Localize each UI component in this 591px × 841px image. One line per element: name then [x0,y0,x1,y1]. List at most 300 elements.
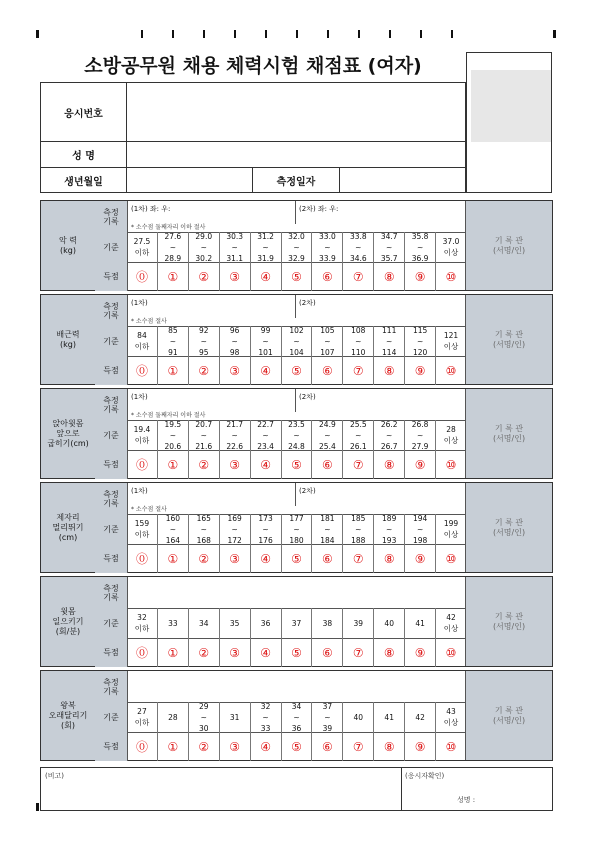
score-value: ③ [229,457,241,472]
recorder-sign-cell[interactable]: 기 록 관 (서명/인) [465,483,552,572]
standard-cell [436,232,466,262]
standard-cell [436,420,466,450]
score-option[interactable] [127,638,158,667]
score-option[interactable] [436,732,466,761]
standard-cell [189,702,220,732]
measure-date-label: 측정일자 [252,168,340,192]
score-option[interactable] [343,638,374,667]
score-option[interactable] [158,544,189,573]
score-option[interactable] [251,356,282,385]
standard-cell [374,232,405,262]
score-option[interactable] [189,544,220,573]
record-row [95,201,466,233]
record-label: 측정 기록 [95,201,128,232]
standard-value: 99 [260,325,271,335]
standard-value: 164 [165,535,181,545]
standard-value: 24.8 [288,441,305,451]
standard-value: 29.0 [195,231,213,241]
standard-row [95,514,466,545]
score-option[interactable] [220,544,251,573]
standard-value: 30.3 [226,231,244,241]
standard-cell [220,608,251,638]
standard-value: 25.5 [349,419,367,429]
score-option[interactable] [251,450,282,479]
score-option[interactable] [405,262,436,291]
standard-cell [251,326,282,356]
standard-value: 32 [260,701,271,711]
standard-cell [220,232,251,262]
score-label: 득점 [95,544,128,573]
standard-value: 29 [198,701,209,711]
standard-value: 37 [322,701,333,711]
standard-label: 기준 [95,232,128,262]
standard-value: 30.2 [195,253,213,263]
standard-value: 이상 [443,624,459,633]
standard-value: 181 [320,513,335,523]
record-label: 측정 기록 [95,577,128,608]
standard-cell [436,608,466,638]
score-option[interactable] [251,732,282,761]
second-attempt-label: (2차) [299,487,316,495]
recorder-sign-cell[interactable]: 기 록 관 (서명/인) [465,295,552,384]
record-row [95,389,466,421]
score-label: 득점 [95,450,128,479]
record-input-area[interactable] [127,389,466,420]
exam-number-label: 응시번호 [41,83,127,141]
page-title: 소방공무원 채용 체력시험 채점표 (여자) [84,55,422,77]
score-option[interactable] [312,356,343,385]
birth-label: 생년월일 [41,168,127,192]
score-value: ⑦ [352,269,364,284]
score-option[interactable] [251,638,282,667]
standard-value: 이상 [443,248,459,257]
score-option[interactable] [312,544,343,573]
score-option[interactable] [374,544,405,573]
standard-cell [282,326,313,356]
standard-value: 198 [412,535,428,545]
recorder-sign-cell[interactable]: 기 록 관 (서명/인) [465,201,552,290]
score-value: ② [198,363,210,378]
section-1 [40,294,553,385]
first-attempt-label: (1차) [131,299,148,307]
first-attempt-label: (1차) [131,487,148,495]
standard-value: 108 [351,325,366,335]
score-option[interactable] [436,450,466,479]
standard-value: 23.4 [257,441,274,451]
standard-value: ~ [200,242,207,252]
score-value: ⑦ [352,457,364,472]
standard-value: 34.6 [349,253,367,263]
standard-cell [189,326,220,356]
standard-value: ~ [355,242,362,252]
standard-cell [189,420,220,450]
score-option[interactable] [374,262,405,291]
score-row [95,544,466,573]
score-option[interactable] [189,356,220,385]
standard-value: 31 [229,712,240,722]
standard-value: 120 [412,347,428,357]
score-value: ① [167,363,179,378]
score-value: ⑧ [383,739,395,754]
score-option[interactable] [189,450,220,479]
standard-label: 기준 [95,514,128,544]
standard-cell [343,702,374,732]
score-option[interactable] [374,732,405,761]
score-value: ⑤ [291,457,302,472]
score-option[interactable] [405,544,436,573]
standard-cell [405,326,436,356]
standard-value: 39 [353,618,364,628]
standard-value: ~ [324,336,331,346]
score-option[interactable] [127,262,158,291]
record-input-area[interactable] [127,201,466,232]
score-option[interactable] [220,450,251,479]
name-label: 성 명 [41,142,127,167]
standard-cell [189,232,220,262]
standard-value: ~ [324,242,331,252]
standard-value: 이하 [134,624,150,633]
standard-cell [282,232,313,262]
standard-value: 31.1 [226,253,244,263]
standard-value: 27.6 [164,231,182,241]
record-input-area[interactable] [127,295,466,326]
standard-value: 84 [137,331,147,340]
score-value: ① [167,645,179,660]
standard-value: 26.8 [411,419,429,429]
standard-cell [436,326,466,356]
score-option[interactable] [343,356,374,385]
standard-cell [127,232,158,262]
section-5 [40,670,553,761]
section-title: 앉아윗몸 앞으로 굽히기(cm) [41,389,96,478]
standard-value: 98 [229,347,240,357]
standard-value: ~ [200,336,207,346]
score-value: ⑧ [383,457,395,472]
score-option[interactable] [405,638,436,667]
attempt-divider [295,483,296,506]
standard-cell [343,514,374,544]
score-option[interactable] [282,638,313,667]
standard-value: 105 [320,325,335,335]
standard-cell [282,608,313,638]
score-option[interactable] [343,732,374,761]
standard-label: 기준 [95,702,128,732]
standard-value: 이하 [134,248,150,257]
record-input-area[interactable] [127,483,466,514]
confirm-label: (응시자확인) [405,772,445,780]
score-option[interactable] [189,262,220,291]
score-value: ③ [229,551,241,566]
section-title: 악 력 (kg) [41,201,96,290]
standard-cell [220,702,251,732]
standard-value: ~ [416,524,424,534]
score-value: ④ [260,269,271,284]
record-input-area[interactable] [127,577,466,608]
score-option[interactable] [282,732,313,761]
score-value: ⑧ [383,645,395,660]
score-row [95,638,466,667]
standard-cell [405,514,436,544]
second-attempt-label: (2차) [299,299,316,307]
standard-value: 33.0 [319,231,336,241]
score-value: ⑩ [445,739,457,754]
standard-cell [343,608,374,638]
standard-label: 기준 [95,326,128,356]
standard-value: 194 [412,513,428,523]
standard-cell [158,232,189,262]
standard-value: 이상 [443,718,459,727]
first-attempt-label: (1차) 좌: 우: [131,205,171,213]
standard-value: ~ [169,242,176,252]
score-option[interactable] [220,356,251,385]
score-value: ⑩ [445,269,457,284]
section-title: 왕복 오래달리기 (회) [41,671,96,760]
rounding-note: * 소수점 절사 [131,506,167,513]
exam-number-row [40,82,466,141]
standard-value: 173 [258,513,273,523]
record-row [95,483,466,515]
standard-cell [374,608,405,638]
standard-value: 35 [229,618,240,628]
standard-value: 165 [196,513,211,523]
standard-value: 27.9 [411,441,429,451]
score-option[interactable] [343,450,374,479]
standard-value: 104 [289,347,304,357]
standard-value: 37 [291,618,302,628]
standard-value: ~ [262,524,269,534]
score-option[interactable] [127,544,158,573]
score-value: ⑧ [383,269,395,284]
standard-cell [374,514,405,544]
standard-value: ~ [200,430,207,440]
score-option[interactable] [189,732,220,761]
standard-cell [189,608,220,638]
standard-cell [312,420,343,450]
section-title: 윗몸 일으키기 (회/분) [41,577,96,666]
standard-row [95,420,466,451]
standard-value: 21.7 [226,419,244,429]
score-option[interactable] [158,356,189,385]
score-option[interactable] [220,262,251,291]
standard-value: 107 [320,347,335,357]
score-option[interactable] [282,544,313,573]
standard-value: 37.0 [442,237,460,246]
standard-value: ~ [386,336,393,346]
score-value: ⑩ [445,363,457,378]
standard-value: 41 [384,712,394,722]
standard-cell [312,702,343,732]
standard-value: ~ [200,712,207,722]
score-value: ⑨ [414,739,426,754]
standard-value: ~ [293,242,300,252]
second-attempt-label: (2차) 좌: 우: [299,205,339,213]
standard-value: 33.8 [349,231,367,241]
score-value: ⑦ [352,363,364,378]
standard-value: 184 [320,535,335,545]
score-value: ⓪ [135,645,148,660]
standard-value: 42 [415,712,425,722]
score-option[interactable] [189,638,220,667]
standard-value: 180 [289,535,304,545]
standard-value: 92 [198,325,209,335]
standard-value: 177 [289,513,304,523]
score-option[interactable] [158,262,189,291]
score-option[interactable] [158,638,189,667]
standard-value: ~ [386,430,393,440]
score-option[interactable] [312,450,343,479]
score-row [95,356,466,385]
score-value: ⓪ [135,551,148,566]
standard-value: 115 [412,325,428,335]
standard-cell [220,420,251,450]
standard-value: 31.2 [257,231,274,241]
score-option[interactable] [251,544,282,573]
standard-value: ~ [355,336,362,346]
standard-value: 33 [168,618,178,628]
score-option[interactable] [436,638,466,667]
score-value: ④ [260,457,271,472]
attempt-divider [295,201,296,224]
score-option[interactable] [312,638,343,667]
record-input-area[interactable] [127,671,466,702]
recorder-sign-cell[interactable]: 기 록 관 (서명/인) [465,577,552,666]
section-4 [40,576,553,667]
score-option[interactable] [374,356,405,385]
standard-value: 이상 [443,530,459,539]
standard-value: 33.9 [319,253,336,263]
standard-cell [343,326,374,356]
section-title: 배근력 (kg) [41,295,96,384]
standard-value: ~ [386,524,393,534]
standard-value: 159 [134,519,150,528]
score-value: ⑩ [445,457,457,472]
standard-cell [189,514,220,544]
section-0 [40,200,553,291]
score-value: ⑨ [414,645,426,660]
score-value: ⑨ [414,363,426,378]
score-option[interactable] [158,732,189,761]
score-value: ⓪ [135,457,148,472]
section-title: 제자리 멀리뛰기 (cm) [41,483,96,572]
standard-value: 36 [260,618,271,628]
section-2 [40,388,553,479]
standard-value: 25.4 [319,441,336,451]
score-value: ⑥ [322,739,333,754]
score-option[interactable] [220,732,251,761]
score-option[interactable] [127,356,158,385]
standard-cell [251,702,282,732]
score-value: ③ [229,363,241,378]
score-value: ⑨ [414,457,426,472]
standard-value: 20.6 [164,441,182,451]
standard-value: 22.7 [257,419,274,429]
standard-value: ~ [324,524,331,534]
standard-value: 21.6 [195,441,213,451]
standard-value: 41 [415,618,425,628]
score-value: ⓪ [135,363,148,378]
standard-value: ~ [324,712,331,722]
score-option[interactable] [436,544,466,573]
standard-cell [282,702,313,732]
score-option[interactable] [282,262,313,291]
standard-value: 39 [322,723,333,733]
standard-value: 114 [382,347,397,357]
remarks-label: (비고) [45,772,64,780]
standard-cell [251,608,282,638]
score-option[interactable] [251,262,282,291]
score-option[interactable] [220,638,251,667]
score-option[interactable] [127,732,158,761]
score-option[interactable] [127,450,158,479]
score-option[interactable] [282,450,313,479]
score-label: 득점 [95,262,128,291]
score-option[interactable] [282,356,313,385]
score-row [95,450,466,479]
score-option[interactable] [405,450,436,479]
score-value: ⑧ [383,363,395,378]
record-row [95,577,466,609]
record-row [95,671,466,703]
attempt-divider [295,389,296,412]
score-option[interactable] [343,262,374,291]
standard-value: 24.9 [319,419,336,429]
score-option[interactable] [405,732,436,761]
score-option[interactable] [312,732,343,761]
standard-value: 30 [198,723,209,733]
score-option[interactable] [374,450,405,479]
standard-cell [374,420,405,450]
standard-value: 193 [382,535,397,545]
standard-value: ~ [416,430,424,440]
score-option[interactable] [436,262,466,291]
score-label: 득점 [95,732,128,761]
standard-value: 20.7 [195,419,213,429]
standard-cell [405,702,436,732]
score-option[interactable] [158,450,189,479]
standard-cell [251,232,282,262]
recorder-sign-cell[interactable]: 기 록 관 (서명/인) [465,671,552,760]
standard-value: 111 [382,325,397,335]
recorder-sign-cell[interactable]: 기 록 관 (서명/인) [465,389,552,478]
standard-cell [312,514,343,544]
standard-value: 35.8 [411,231,429,241]
score-option[interactable] [343,544,374,573]
standard-value: ~ [355,430,362,440]
score-option[interactable] [374,638,405,667]
score-value: ⑤ [291,645,302,660]
standard-value: 33 [260,723,271,733]
standard-cell [282,514,313,544]
score-value: ② [198,457,210,472]
score-row [95,732,466,761]
score-option[interactable] [312,262,343,291]
score-value: ④ [260,363,271,378]
standard-value: ~ [231,242,238,252]
standard-value: 이하 [134,718,150,727]
score-value: ⑩ [445,645,457,660]
record-label: 측정 기록 [95,389,128,420]
standard-value: ~ [262,712,269,722]
photo-placeholder[interactable] [471,70,551,142]
standard-value: ~ [293,336,300,346]
score-value: ① [167,269,179,284]
score-option[interactable] [405,356,436,385]
standard-value: 185 [351,513,366,523]
score-value: ⑥ [322,551,333,566]
score-option[interactable] [436,356,466,385]
standard-value: 121 [443,331,459,340]
standard-cell [220,326,251,356]
